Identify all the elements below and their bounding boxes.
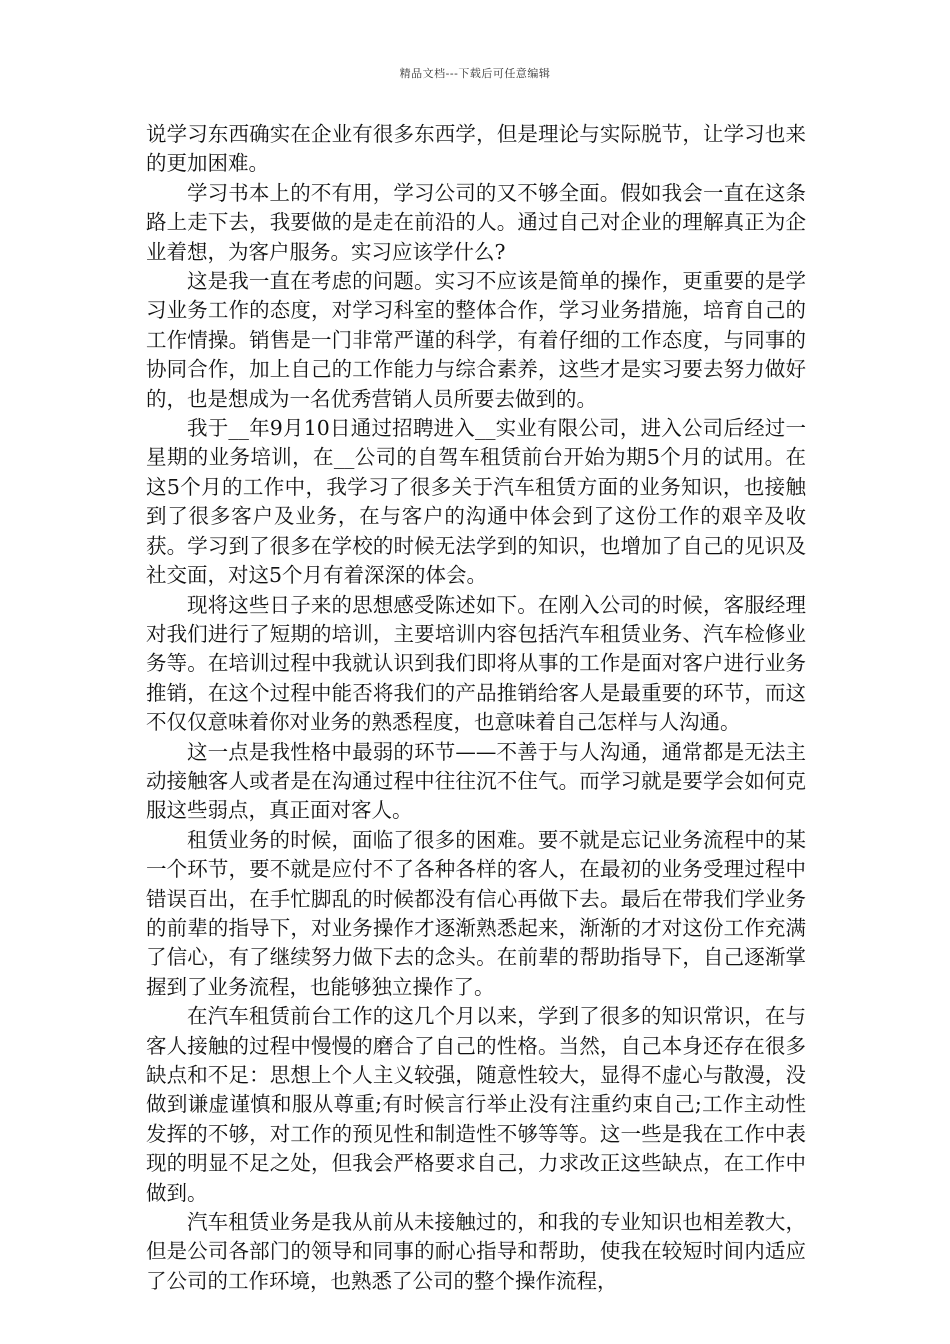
paragraph-9: 汽车租赁业务是我从前从未接触过的，和我的专业知识也相差教大，但是公司各部门的领导和同事的耐心指导和帮助，使我在较短时间内适应了公司的工作环境，也熟悉了公司的整个操作流程， [146,1210,806,1293]
document-body [146,120,806,1296]
paragraph-8: 在汽车租赁前台工作的这几个月以来，学到了很多的知识常识，在与客人接触的过程中慢慢的磨合了自己的性格。当然，自己本身还存在很多缺点和不足：思想上个人主义较强，随意性较大，显得不虚心与散漫，没做到谦虚谨慎和服从尊重;有时候言行举止没有注重约束自己;工作主动性发挥的不够，对工作的预见性和制造性不够等等。这一些是我在工作中表现的明显不足之处，但我会严格要求自己，力求改正这些缺点，在工作中做到。 [146,1004,806,1205]
paragraph-3: 这是我一直在考虑的问题。实习不应该是简单的操作，更重要的是学习业务工作的态度，对学习科室的整体合作，学习业务措施，培育自己的工作情操。销售是一门非常严谨的科学，有着仔细的工作态度，与同事的协同合作，加上自己的工作能力与综合素养，这些才是实习要去努力做好的，也是想成为一名优秀营销人员所要去做到的。 [146,269,806,411]
paragraph-2: 学习书本上的不有用，学习公司的又不够全面。假如我会一直在这条路上走下去，我要做的是走在前沿的人。通过自己对企业的理解真正为企业着想，为客户服务。实习应该学什么? [146,180,806,264]
page-header: 精品文档---下载后可任意编辑 [399,67,551,80]
paragraph-6: 这一点是我性格中最弱的环节——不善于与人沟通，通常都是无法主动接触客人或者是在沟通过程中往往沉不住气。而学习就是要学会如何克服这些弱点，真正面对客人。 [146,739,806,823]
paragraph-4: 我于__年9月10日通过招聘进入__实业有限公司，进入公司后经过一星期的业务培训，在__公司的自驾车租赁前台开始为期5个月的试用。在这5个月的工作中，我学习了很多关于汽车租赁方面的业务知识，也接触到了很多客户及业务，在与客户的沟通中体会到了这份工作的艰辛及收获。学习到了很多在学校的时候无法学到的知识，也增加了自己的见识及社交面，对这5个月有着深深的体会。 [146,416,806,588]
paragraph-1: 说学习东西确实在企业有很多东西学，但是理论与实际脱节，让学习也来的更加困难。 [146,122,806,176]
paragraph-7: 租赁业务的时候，面临了很多的困难。要不就是忘记业务流程中的某一个环节，要不就是应付不了各种各样的客人，在最初的业务受理过程中错误百出，在手忙脚乱的时候都没有信心再做下去。最后在带我们学业务的前辈的指导下，对业务操作才逐渐熟悉起来，渐渐的才对这份工作充满了信心，有了继续努力做下去的念头。在前辈的帮助指导下，自己逐渐掌握到了业务流程，也能够独立操作了。 [146,827,806,999]
paragraph-5: 现将这些日子来的思想感受陈述如下。在刚入公司的时候，客服经理对我们进行了短期的培训，主要培训内容包括汽车租赁业务、汽车检修业务等。在培训过程中我就认识到我们即将从事的工作是面对客户进行业务推销，在这个过程中能否将我们的产品推销给客人是最重要的环节，而这不仅仅意味着你对业务的熟悉程度，也意味着自己怎样与人沟通。 [146,592,806,735]
